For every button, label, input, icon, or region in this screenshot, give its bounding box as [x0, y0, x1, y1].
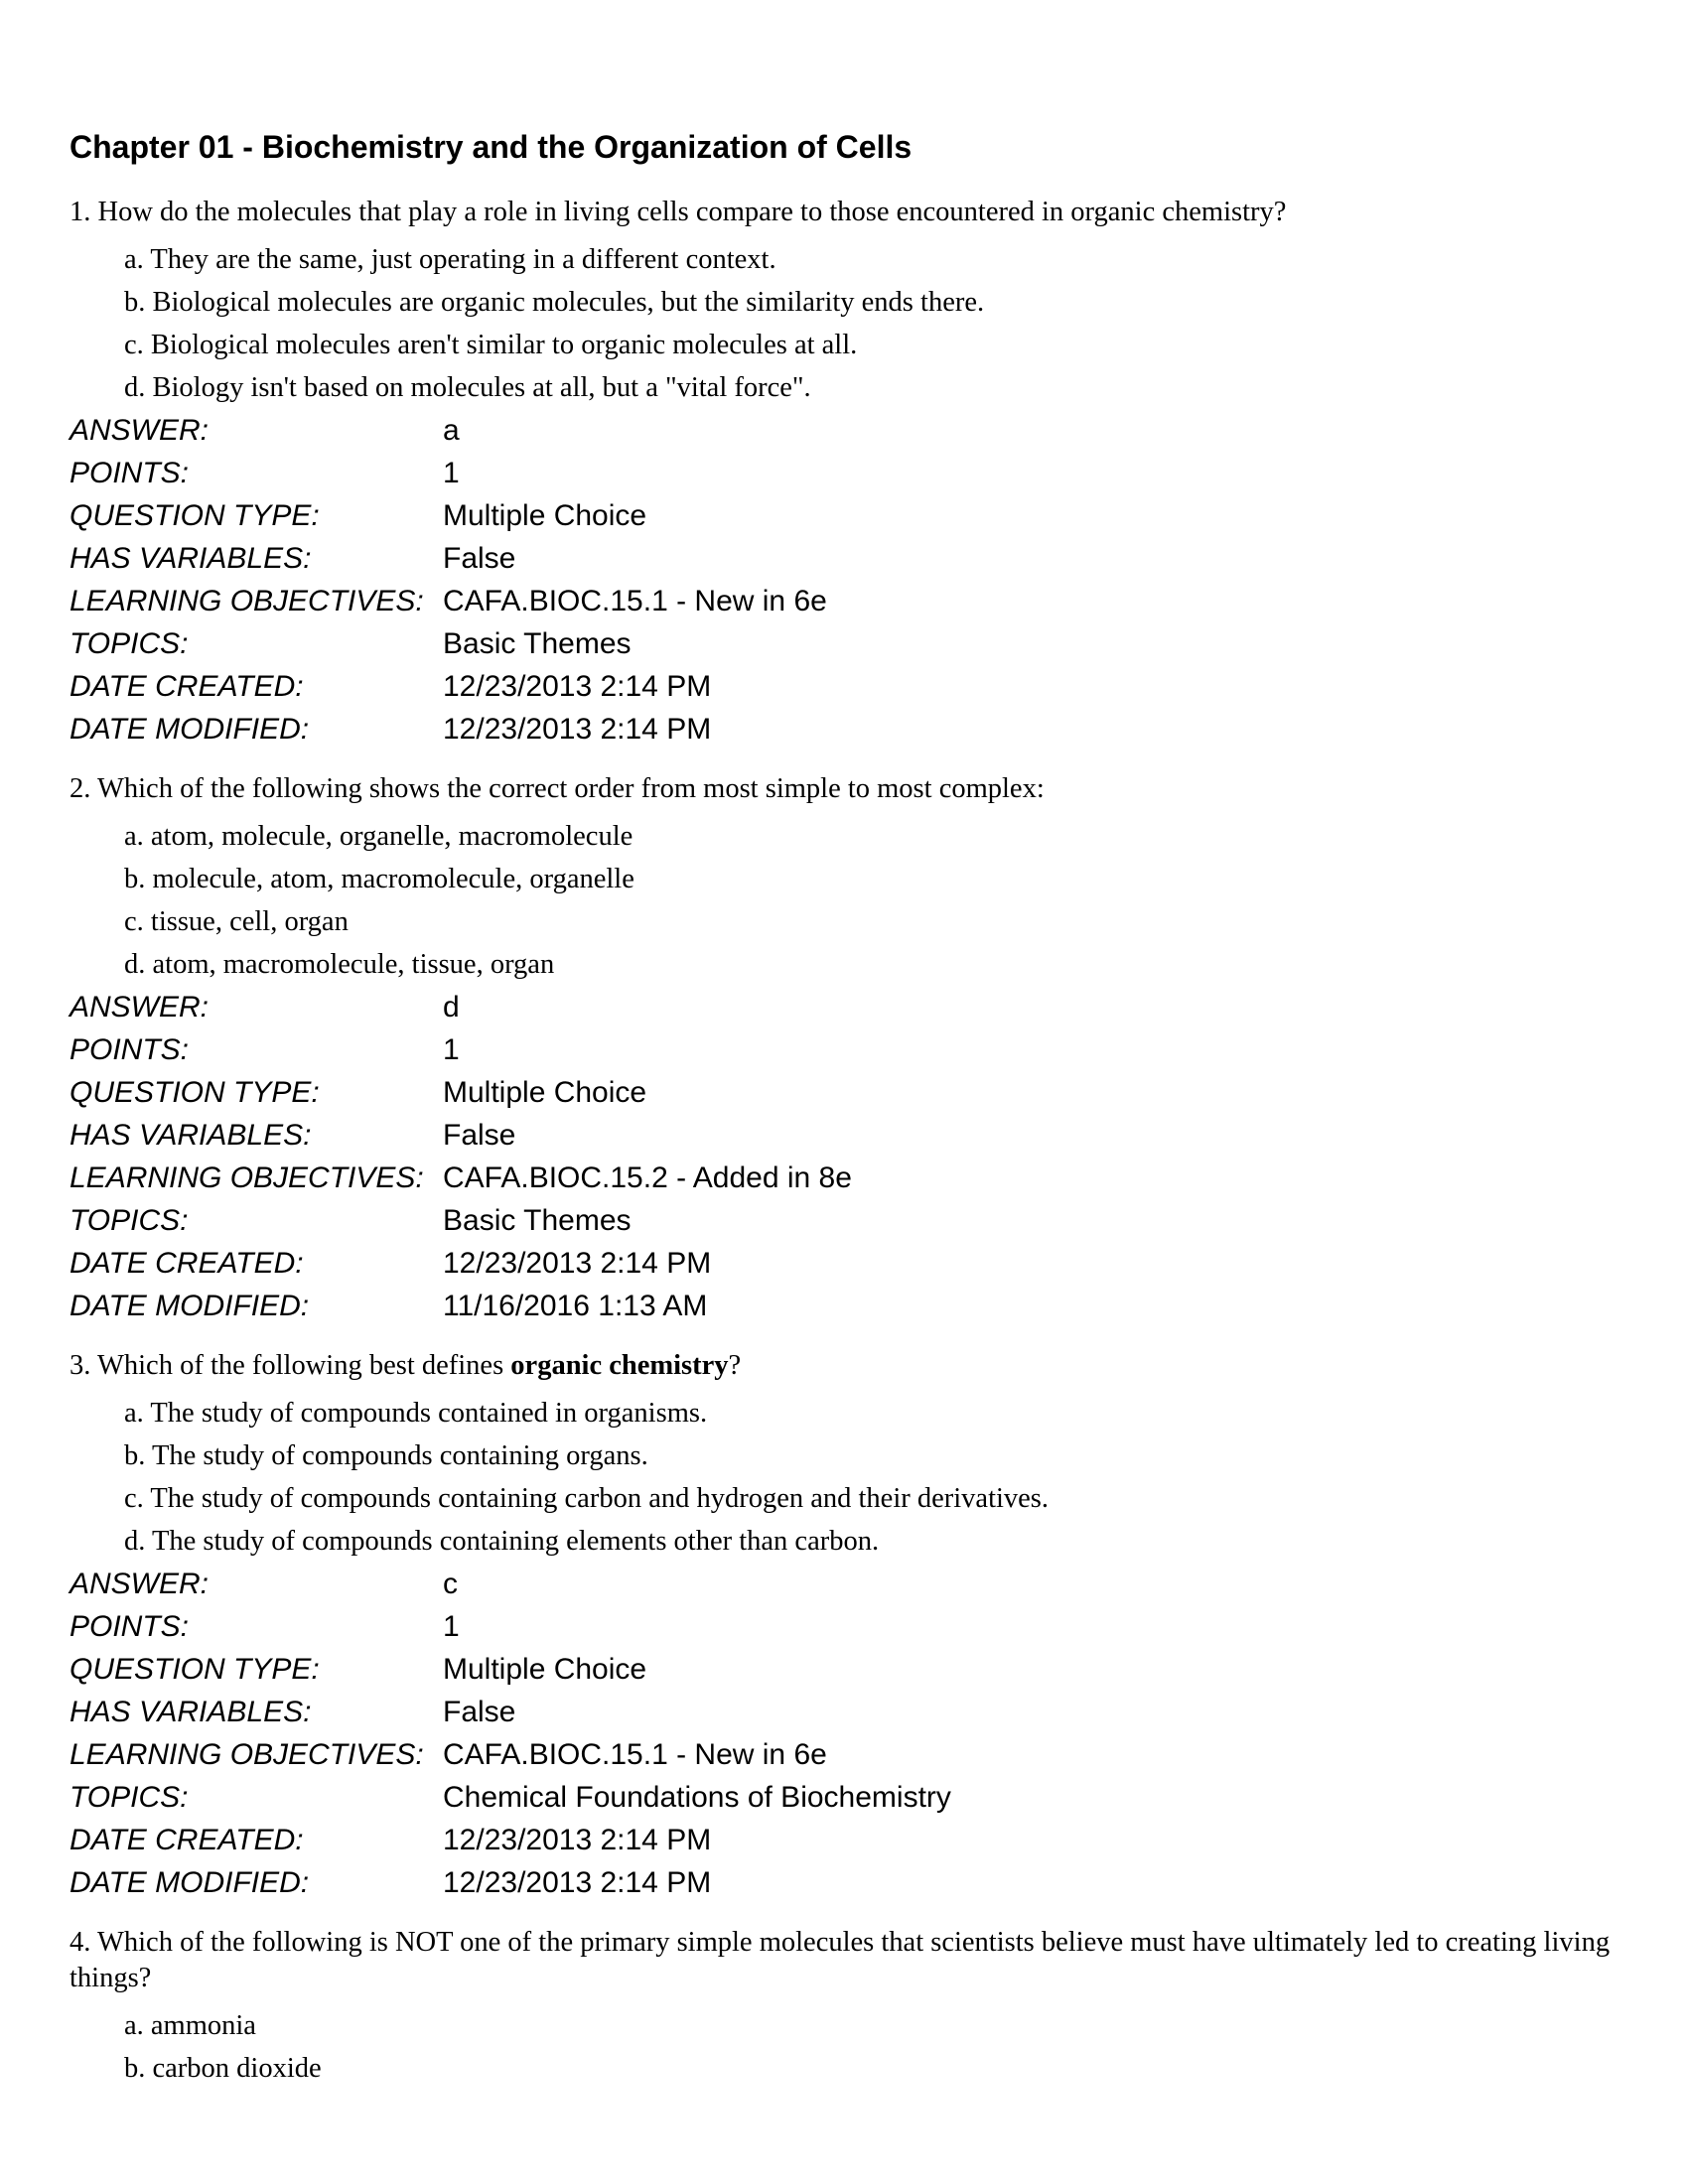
- question-stem: 1. How do the molecules that play a role in living cells compare to those encountered in organic chemistry?: [70, 197, 1287, 227]
- option-d: d. The study of compounds containing elements other than carbon.: [124, 1526, 880, 1557]
- meta-label: DATE MODIFIED:: [70, 713, 310, 746]
- option-b: b. carbon dioxide: [124, 2053, 322, 2084]
- question-metadata: [70, 986, 1638, 1327]
- meta-value: 1: [443, 457, 460, 489]
- document-page: [70, 127, 1638, 2111]
- question-2: [70, 771, 1638, 1327]
- meta-value: 1: [443, 1033, 460, 1066]
- meta-label: HAS VARIABLES:: [70, 542, 312, 575]
- meta-label: TOPICS:: [70, 1781, 189, 1814]
- option-b: b. The study of compounds containing organs.: [124, 1440, 648, 1471]
- option-d: d. atom, macromolecule, tissue, organ: [124, 949, 555, 980]
- meta-value: Basic Themes: [443, 627, 632, 660]
- meta-label: POINTS:: [70, 1033, 190, 1066]
- meta-row-points: [70, 1028, 1638, 1071]
- meta-row-points: [70, 452, 1638, 494]
- meta-row-learning-objectives: [70, 1157, 1638, 1199]
- meta-label: DATE CREATED:: [70, 1824, 304, 1856]
- question-metadata: [70, 1563, 1638, 1904]
- meta-value: CAFA.BIOC.15.2 - Added in 8e: [443, 1161, 852, 1194]
- meta-value: 11/16/2016 1:13 AM: [443, 1290, 708, 1322]
- meta-row-question-type: [70, 494, 1638, 537]
- meta-row-topics: [70, 1776, 1638, 1819]
- question-1: [70, 195, 1638, 751]
- question-metadata: [70, 409, 1638, 751]
- meta-label: LEARNING OBJECTIVES:: [70, 1738, 424, 1771]
- meta-row-date-modified: [70, 1861, 1638, 1904]
- meta-row-has-variables: [70, 537, 1638, 580]
- meta-row-answer: [70, 1563, 1638, 1605]
- meta-label: TOPICS:: [70, 627, 189, 660]
- meta-row-date-modified: [70, 1285, 1638, 1327]
- meta-label: DATE MODIFIED:: [70, 1290, 310, 1322]
- question-3: [70, 1348, 1638, 1904]
- meta-label: ANSWER:: [70, 414, 210, 447]
- meta-row-has-variables: [70, 1114, 1638, 1157]
- meta-label: HAS VARIABLES:: [70, 1119, 312, 1152]
- meta-row-topics: [70, 1199, 1638, 1242]
- stem-text: ?: [728, 1350, 742, 1381]
- answer-options: [70, 815, 1638, 986]
- meta-value: False: [443, 1119, 516, 1152]
- meta-value: 12/23/2013 2:14 PM: [443, 1866, 712, 1899]
- meta-row-topics: [70, 622, 1638, 665]
- option-a: a. They are the same, just operating in a different context.: [124, 244, 776, 275]
- meta-label: LEARNING OBJECTIVES:: [70, 585, 424, 617]
- meta-label: ANSWER:: [70, 991, 210, 1024]
- meta-value: c: [443, 1568, 458, 1600]
- meta-value: Multiple Choice: [443, 1076, 647, 1109]
- meta-label: POINTS:: [70, 457, 190, 489]
- meta-value: 1: [443, 1610, 460, 1643]
- meta-label: POINTS:: [70, 1610, 190, 1643]
- option-d: d. Biology isn't based on molecules at all, but a "vital force".: [124, 372, 811, 403]
- meta-value: Multiple Choice: [443, 1653, 647, 1686]
- meta-label: DATE MODIFIED:: [70, 1866, 310, 1899]
- meta-label: DATE CREATED:: [70, 1247, 304, 1280]
- meta-value: 12/23/2013 2:14 PM: [443, 670, 712, 703]
- meta-value: Chemical Foundations of Biochemistry: [443, 1781, 951, 1814]
- meta-row-question-type: [70, 1648, 1638, 1691]
- meta-value: 12/23/2013 2:14 PM: [443, 1824, 712, 1856]
- meta-row-points: [70, 1605, 1638, 1648]
- option-a: a. The study of compounds contained in organisms.: [124, 1398, 708, 1429]
- meta-row-date-created: [70, 665, 1638, 708]
- meta-value: a: [443, 414, 460, 447]
- meta-value: False: [443, 542, 516, 575]
- option-a: a. atom, molecule, organelle, macromolecule: [124, 821, 633, 852]
- answer-options: [70, 238, 1638, 409]
- meta-value: Multiple Choice: [443, 499, 647, 532]
- option-b: b. Biological molecules are organic molecules, but the similarity ends there.: [124, 287, 985, 318]
- meta-value: CAFA.BIOC.15.1 - New in 6e: [443, 1738, 827, 1771]
- answer-options: [70, 1392, 1638, 1563]
- meta-value: CAFA.BIOC.15.1 - New in 6e: [443, 585, 827, 617]
- meta-row-has-variables: [70, 1691, 1638, 1733]
- meta-label: TOPICS:: [70, 1204, 189, 1237]
- meta-row-learning-objectives: [70, 1733, 1638, 1776]
- question-stem: 4. Which of the following is NOT one of the primary simple molecules that scientists believe must have ultimately led to creating living things?: [70, 1927, 1611, 1993]
- meta-label: QUESTION TYPE:: [70, 1076, 320, 1109]
- meta-value: 12/23/2013 2:14 PM: [443, 713, 712, 746]
- option-c: c. tissue, cell, organ: [124, 906, 349, 937]
- meta-row-learning-objectives: [70, 580, 1638, 622]
- meta-row-answer: [70, 409, 1638, 452]
- option-a: a. ammonia: [124, 2010, 256, 2041]
- meta-row-date-created: [70, 1819, 1638, 1861]
- option-c: c. Biological molecules aren't similar to organic molecules at all.: [124, 330, 858, 360]
- meta-row-date-created: [70, 1242, 1638, 1285]
- meta-value: d: [443, 991, 460, 1024]
- meta-value: 12/23/2013 2:14 PM: [443, 1247, 712, 1280]
- meta-value: False: [443, 1696, 516, 1728]
- meta-label: ANSWER:: [70, 1568, 210, 1600]
- question-stem: [70, 1348, 1638, 1384]
- stem-text: 3. Which of the following best defines: [70, 1350, 511, 1381]
- question-stem: 2. Which of the following shows the correct order from most simple to most complex:: [70, 773, 1045, 804]
- meta-row-answer: [70, 986, 1638, 1028]
- meta-label: QUESTION TYPE:: [70, 1653, 320, 1686]
- meta-label: LEARNING OBJECTIVES:: [70, 1161, 424, 1194]
- meta-label: QUESTION TYPE:: [70, 499, 320, 532]
- meta-label: DATE CREATED:: [70, 670, 304, 703]
- meta-row-question-type: [70, 1071, 1638, 1114]
- stem-bold-term: organic chemistry: [510, 1350, 729, 1381]
- option-c: c. The study of compounds containing carbon and hydrogen and their derivatives.: [124, 1483, 1050, 1514]
- question-4: [70, 1925, 1638, 2090]
- meta-row-date-modified: [70, 708, 1638, 751]
- meta-label: HAS VARIABLES:: [70, 1696, 312, 1728]
- meta-value: Basic Themes: [443, 1204, 632, 1237]
- option-b: b. molecule, atom, macromolecule, organelle: [124, 864, 634, 894]
- chapter-title: Chapter 01 - Biochemistry and the Organization of Cells: [70, 129, 913, 165]
- answer-options: [70, 2004, 1638, 2090]
